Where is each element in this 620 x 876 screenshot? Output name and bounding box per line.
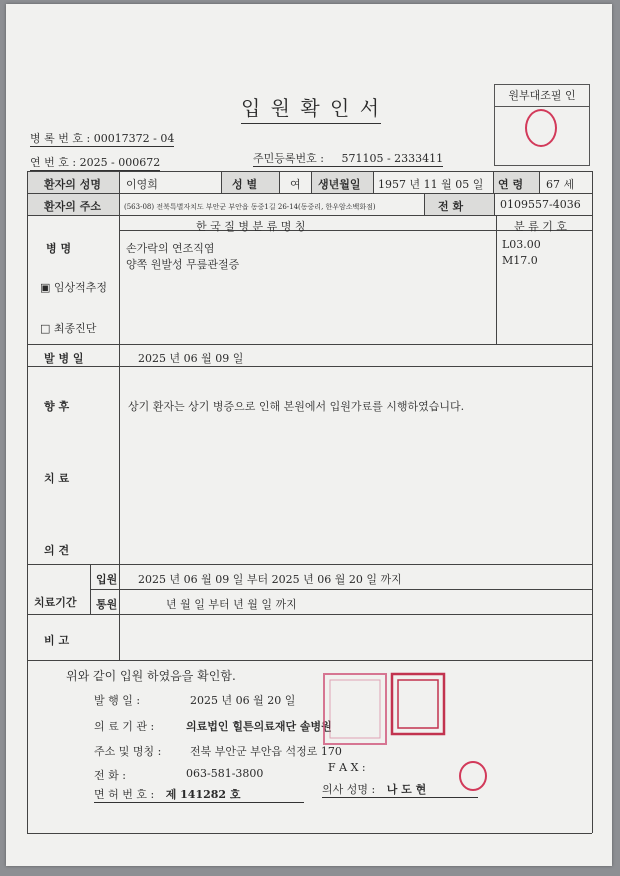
resident-number-label: 주민등록번호 : <box>253 152 324 165</box>
license-number: 제 141282 호 <box>165 788 241 801</box>
patient-age: 67 세 <box>546 178 575 191</box>
license-label: 면 허 번 호 : <box>94 788 155 801</box>
code-2: M17.0 <box>502 254 538 267</box>
document-title: 입 원 확 인 서 <box>241 92 381 124</box>
doctor-row <box>322 781 478 798</box>
inpatient-label: 입원 <box>96 573 118 586</box>
institution-address: 전북 부안군 부안읍 석정로 170 <box>190 745 342 758</box>
diagnosis-2: 양쪽 원발성 무릎관절증 <box>126 258 240 271</box>
outpatient-label: 통원 <box>96 598 118 611</box>
institution-seal <box>322 672 388 746</box>
verification-stamp-box <box>494 84 590 166</box>
opinion-label: 의 견 <box>44 544 70 557</box>
code-1: L03.00 <box>502 238 541 251</box>
hospital-director-seal <box>390 672 446 736</box>
phone-label: 전 화 <box>438 200 464 213</box>
future-label: 향 후 <box>44 400 70 413</box>
patient-sex: 여 <box>290 178 301 191</box>
tel-label: 전 화 : <box>94 769 126 782</box>
inpatient-period: 2025 년 06 월 09 일 부터 2025 년 06 월 20 일 까지 <box>138 573 402 586</box>
doctor-seal <box>458 760 488 792</box>
doctor-name: 나 도 현 <box>386 783 427 796</box>
address-label: 환자의 주소 <box>44 200 101 213</box>
license-row <box>94 786 304 803</box>
kcd-header: 한 국 질 병 분 류 명 칭 <box>196 220 306 233</box>
outpatient-period: 년 월 일 부터 년 월 일 까지 <box>166 598 297 611</box>
address-label-footer: 주소 및 명칭 : <box>94 745 162 758</box>
registration-number: 병 록 번 호 : 00017372 - 04 <box>30 132 175 145</box>
patient-name: 이영희 <box>126 178 158 191</box>
confirm-statement: 위와 같이 입원 하였음을 확인함. <box>66 669 236 683</box>
institution-label: 의 료 기 관 : <box>94 720 155 733</box>
onset-date: 2025 년 06 월 09 일 <box>138 352 244 365</box>
treatment-opinion: 상기 환자는 상기 병증으로 인해 본원에서 입원가료를 시행하였습니다. <box>128 400 465 413</box>
age-label: 연 령 <box>498 178 524 191</box>
resident-number-value: 571105 - 2333411 <box>341 152 444 165</box>
onset-label: 발 병 일 <box>44 352 84 365</box>
remarks-label: 비 고 <box>44 634 70 647</box>
treatment-label: 치 료 <box>44 472 70 485</box>
patient-name-label: 환자의 성명 <box>44 178 101 191</box>
verification-seal <box>525 109 557 147</box>
institution-name: 의료법인 힐튼의료재단 솔병원 <box>186 720 332 733</box>
patient-address: (563-08) 전북특별자치도 부안군 부안읍 동중1길 26-14(동중리, 한우암소백화점) <box>124 203 376 211</box>
patient-dob: 1957 년 11 월 05 일 <box>378 178 484 191</box>
disease-label: 병 명 <box>46 242 72 255</box>
period-label: 치료기간 <box>34 596 77 609</box>
serial-number: 연 번 호 : 2025 - 000672 <box>30 156 161 169</box>
diagnosis-1: 손가락의 연조직염 <box>126 242 215 255</box>
resident-number-row <box>253 150 443 167</box>
stamp-box-caption: 원부대조필 인 <box>495 87 589 107</box>
patient-phone: 0109557-4036 <box>500 198 581 211</box>
final-diagnosis-checkbox: □ 최종진단 <box>40 322 97 335</box>
doctor-label: 의사 성명 : <box>322 783 376 796</box>
clinical-estimate-checkbox: ▣ 임상적추정 <box>40 281 108 294</box>
dob-label: 생년월일 <box>318 178 361 191</box>
code-header: 분 류 기 호 <box>514 220 567 233</box>
issue-date: 2025 년 06 월 20 일 <box>190 694 296 707</box>
document-page <box>6 4 612 866</box>
sex-label: 성 별 <box>232 178 258 191</box>
institution-tel: 063-581-3800 <box>186 767 264 780</box>
fax-label: F A X : <box>328 761 366 774</box>
issue-date-label: 발 행 일 : <box>94 694 141 707</box>
